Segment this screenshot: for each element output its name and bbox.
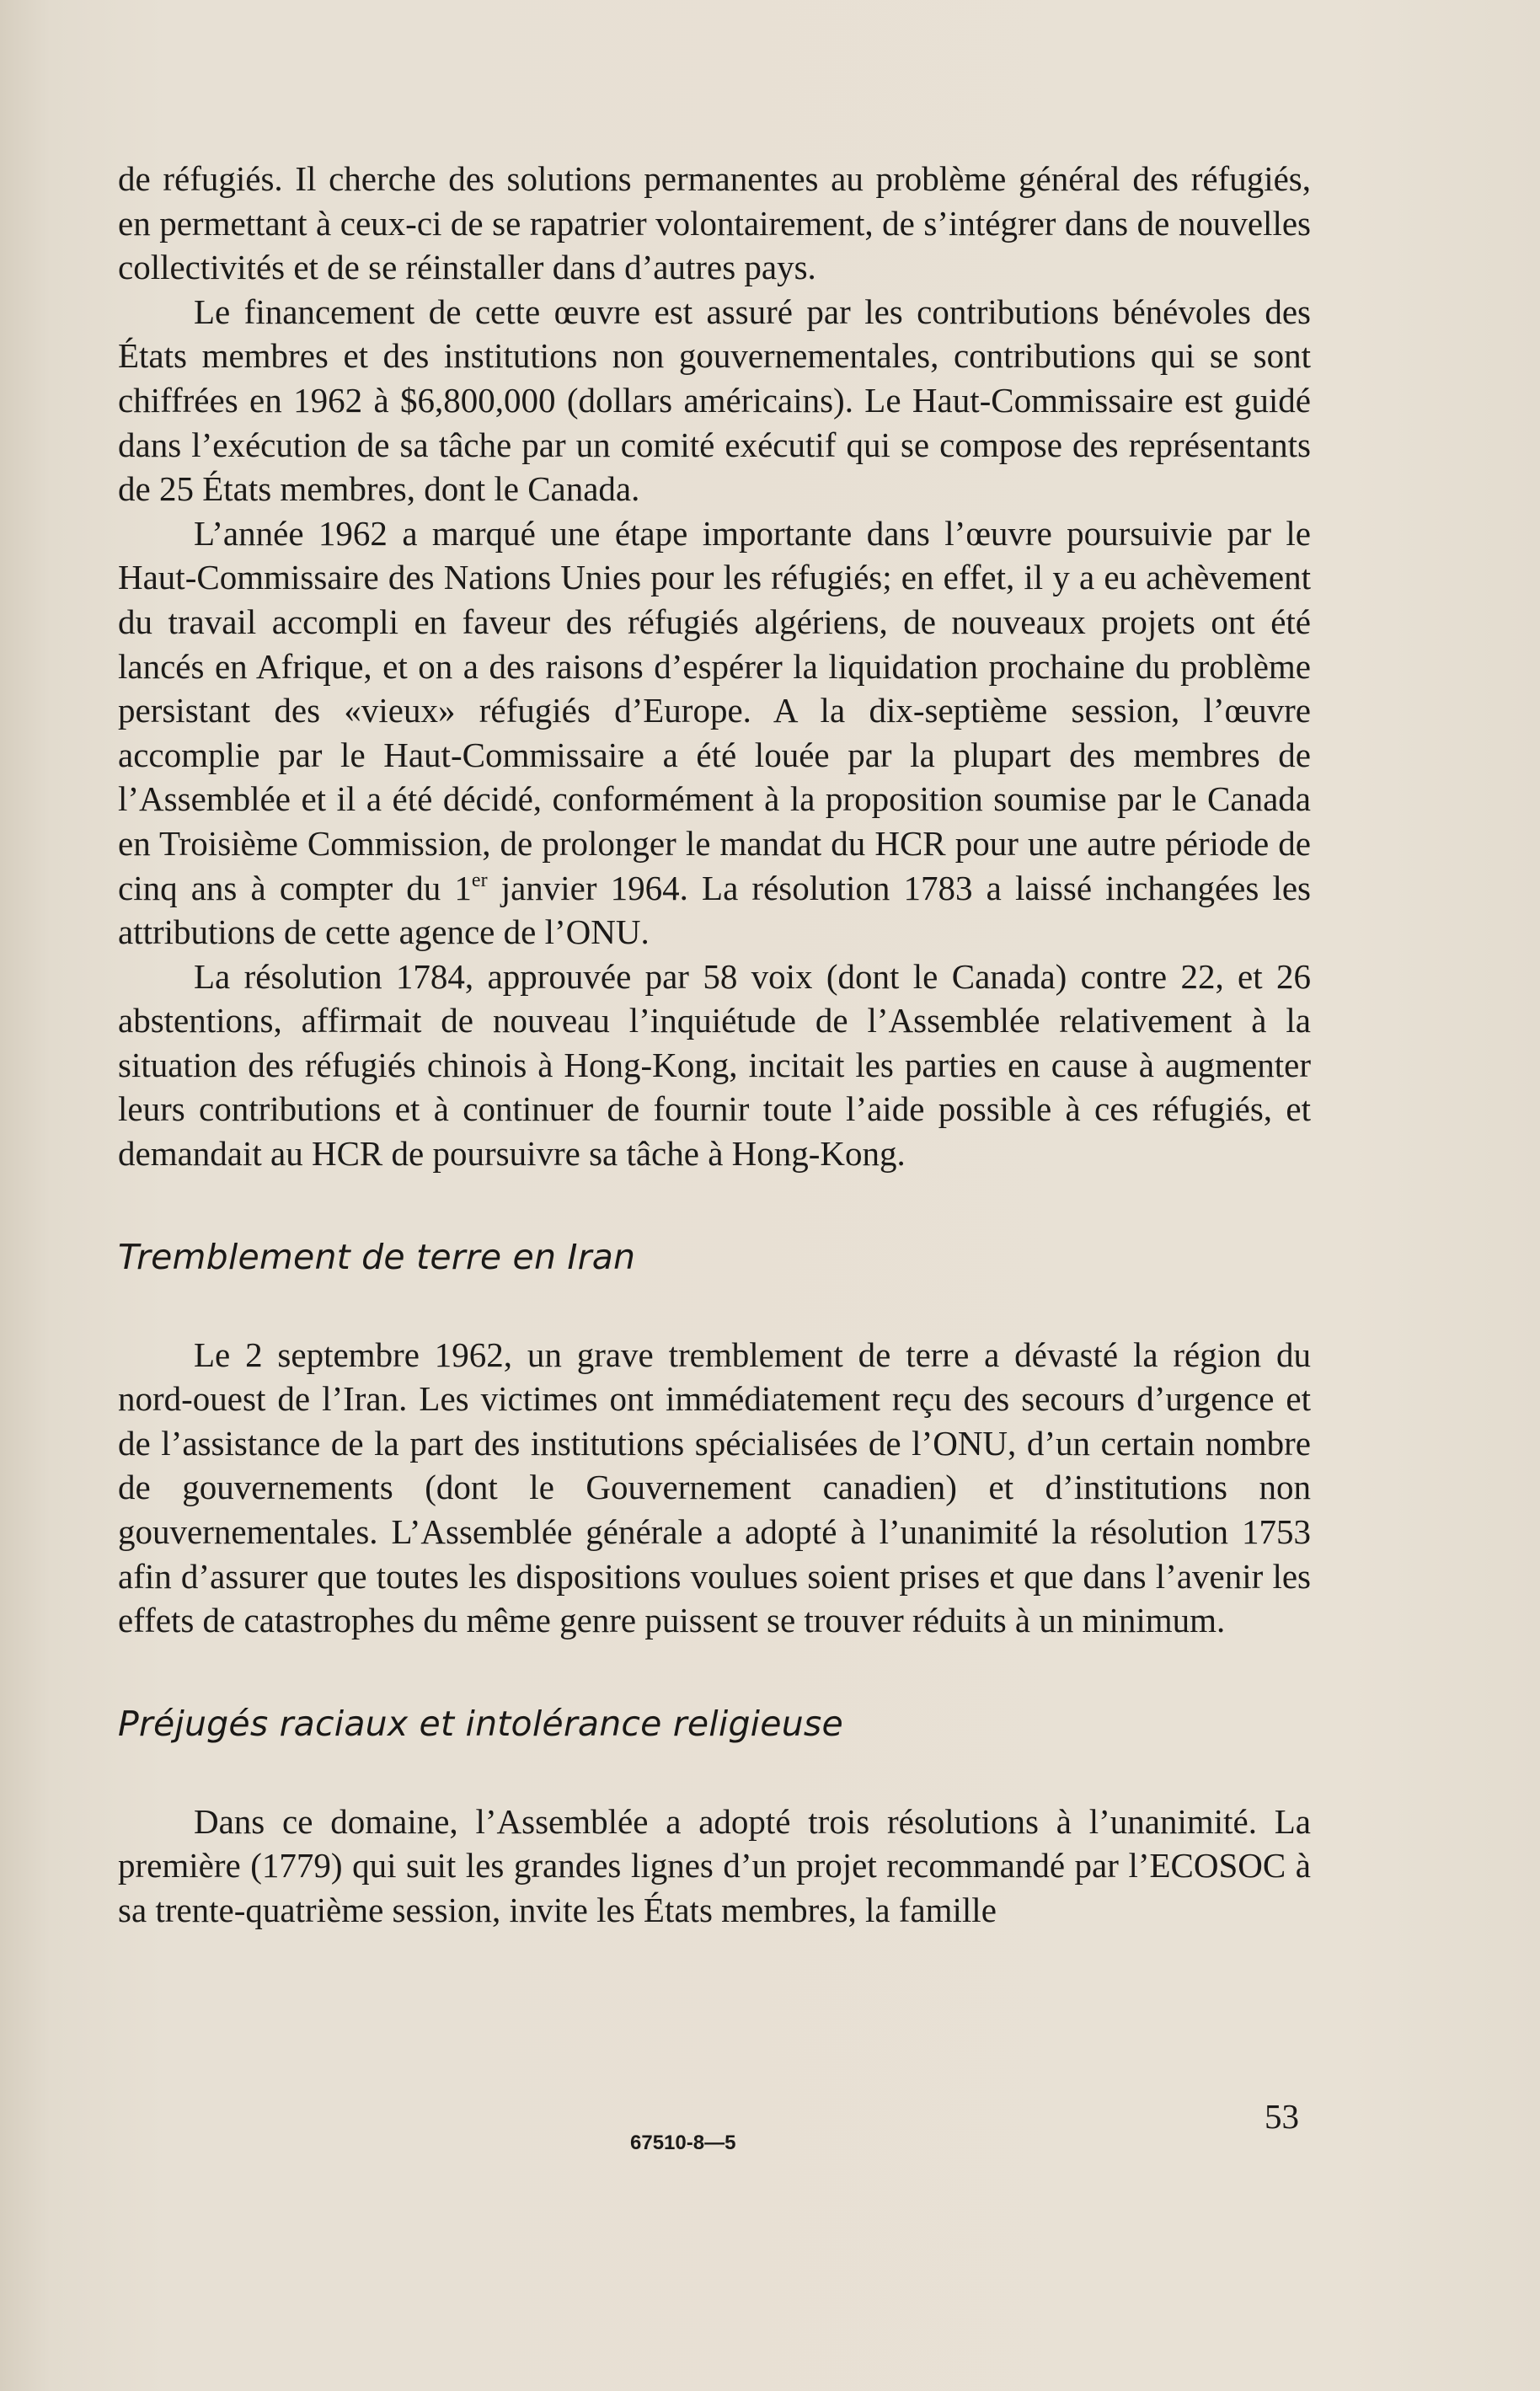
print-code: 67510-8—5 <box>630 2132 736 2154</box>
body-text <box>118 157 1311 1933</box>
paragraph-year-1962-text: L’année 1962 a marqué une étape importante dans l’œuvre poursuivie par le Haut-Commissaire des Nations Unies pour les réfugiés; en effet, il y a eu achèvement du travail accompli en faveur des réfugiés algériens, de nouveaux projets ont été lancés en Afrique, et on a des raisons d’espérer la liquidation prochaine du problème persistant des «vieux» réfugiés d’Europe. A la dix-septième session, l’œuvre accomplie par le Haut-Commissaire a été louée par la plupart des membres de l’Assemblée et il a été décidé, conformément à la proposition soumise par le Canada en Troisième Commission, de prolonger le mandat du HCR pour une autre période de cinq ans à compter du 1 <box>118 513 1311 907</box>
paragraph-financing: Le financement de cette œuvre est assuré par les contributions bénévoles des États membres et des institutions non gouvernementales, contributions qui se sont chiffrées en 1962 à $6,800,000 (dollars américains). Le Haut-Commissaire est guidé dans l’exécution de sa tâche par un comité exécutif qui se compose des représentants de 25 États membres, dont le Canada. <box>118 292 1311 509</box>
paragraph-year-1962 <box>118 511 1311 955</box>
paragraph-earthquake: Le 2 septembre 1962, un grave tremblement de terre a dévasté la région du nord-ouest de l’Iran. Les victimes ont immédiatement reçu des secours d’urgence et de l’assistance de la part des institutions spécialisées de l’ONU, d’un certain nombre de gouvernements (dont le Gouvernement canadien) et d’institutions non gouvernementales. L’Assemblée générale a adopté à l’unanimité la résolution 1753 afin d’assurer que toutes les dispositions voulues soient prises et que dans l’avenir les effets de catastrophes du même genre puissent se trouver réduits à un minimum. <box>118 1335 1311 1640</box>
paragraph-refugees-continued: de réfugiés. Il cherche des solutions permanentes au problème général des réfugiés, en permettant à ceux-ci de se rapatrier volontairement, de s’intégrer dans de nouvelles collectivités et de se réinstaller dans d’autres pays. <box>118 159 1311 287</box>
paragraph-year-1962-text-end: janvier 1964. La résolution 1783 a laissé inchangées les attributions de cette agence de l’ONU. <box>118 868 1311 952</box>
paragraph-resolutions: Dans ce domaine, l’Assemblée a adopté trois résolutions à l’unanimité. La première (1779) qui suit les grandes lignes d’un projet recommandé par l’ECOSOC à sa trente-quatrième session, invite les États membres, la famille <box>118 1801 1311 1929</box>
paragraph-resolution-1784: La résolution 1784, approuvée par 58 voix (dont le Canada) contre 22, et 26 abstentions, affirmait de nouveau l’inquiétude de l’Assemblée relativement à la situation des réfugiés chinois à Hong-Kong, incitait les parties en cause à augmenter leurs contributions et à continuer de fournir toute l’aide possible à ces réfugiés, et demandait au HCR de poursuivre sa tâche à Hong-Kong. <box>118 956 1311 1174</box>
heading-racial-prejudice: Préjugés raciaux et intolérance religieuse <box>118 1703 843 1744</box>
superscript-er: er <box>471 869 488 891</box>
heading-earthquake-iran: Tremblement de terre en Iran <box>118 1236 636 1277</box>
page-number: 53 <box>1265 2097 1299 2136</box>
